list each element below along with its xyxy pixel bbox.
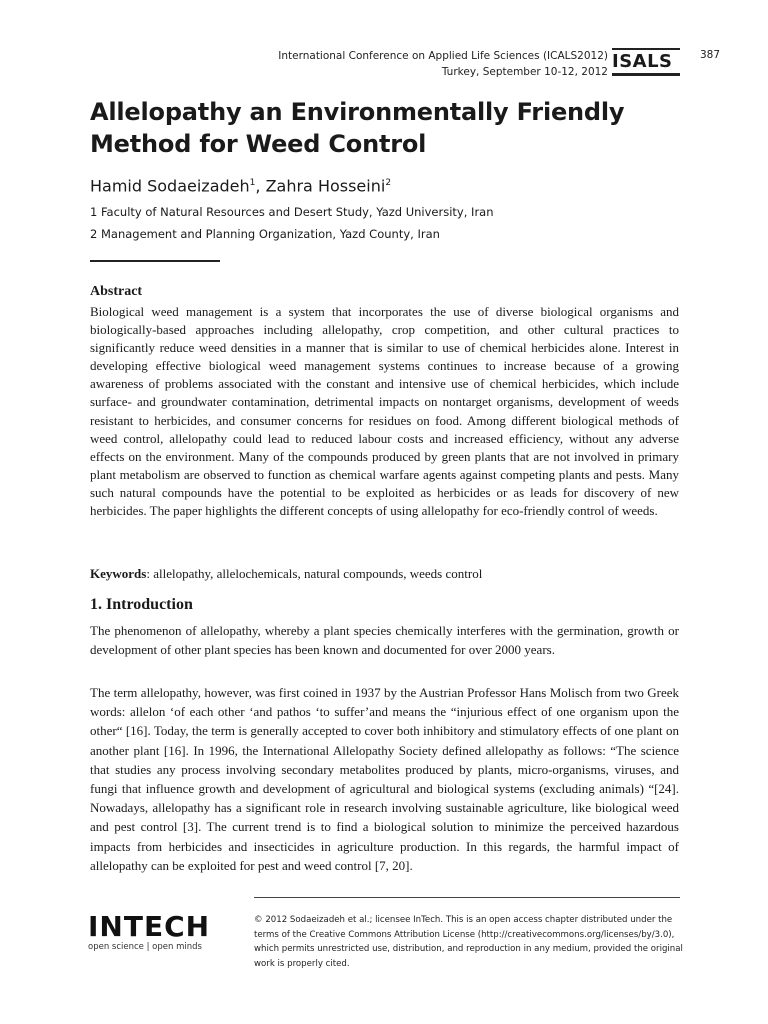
footer-rule xyxy=(254,897,680,898)
abstract-body: Biological weed management is a system that incorporates the use of diverse biological organisms and biologically-based approaches including allelopathy, crop competition, and other cultural practices to significantly reduce weed densities in a manner that is similar to use of chemical herbicides alone. Interest in developing effective biological weed management systems continues to increase because of a growing awareness of problems associated with the constant and intensive use of chemical herbicides, which include surface- and groundwater contamination, detrimental impacts on nontarget organisms, development of weeds resistant to herbicides, and consumer concerns for residues on food. Among different biological methods of weed control, allelopathy could lead to reduced labour costs and increased efficiency, without any adverse effects on the environment. Many of the compounds produced by green plants that are not involved in primary plant metabolism are observed to function as chemical warfare agents against competing plants and pests. Many such natural compounds have the potential to be exploited as herbicides or as leads for discovery of new herbicides. The paper highlights the different concepts of using allelopathy for eco-friendly control of weeds. xyxy=(90,304,679,519)
affiliation-1: 1 Faculty of Natural Resources and Desert Study, Yazd University, Iran xyxy=(90,205,494,219)
logo-top-bar xyxy=(612,48,680,50)
intech-logo-text: INTECH xyxy=(88,910,211,943)
logo-text: ISALS xyxy=(612,51,673,72)
author-2: Zahra Hosseini xyxy=(265,176,386,196)
conference-location-date: Turkey, September 10-12, 2012 xyxy=(441,66,608,78)
page-number: 387 xyxy=(700,49,721,61)
author-separator: , xyxy=(255,176,266,196)
logo-bottom-bar xyxy=(612,73,680,76)
keywords xyxy=(90,565,679,583)
paper-title xyxy=(90,96,650,160)
conference-name: International Conference on Applied Life Sciences (ICALS2012) xyxy=(278,50,608,62)
title-line-2: Method for Weed Control xyxy=(90,130,427,158)
introduction-paragraph-2: The term allelopathy, however, was first coined in 1937 by the Austrian Professor Hans Molisch from two Greek words: allelon ‘of each other ‘and pathos ‘to suffer’and means the “injurious effect of one organism upon the other“ [16]. Today, the term is generally accepted to cover both inhibitory and stimulatory effects of one plant on another plant [16]. In 1996, the International Allelopathy Society defined allelopathy as follows: “The science that studies any process involving secondary metabolites produced by plants, micro-organisms, viruses, and fungi that influence growth and development of agricultural and biological systems (excluding animals) “[24]. Nowadays, allelopathy has a significant role in research involving sustainable agriculture, like biological weed and pest control [3]. The current trend is to find a biological solution to minimize the perceived hazardous impacts from herbicides and insecticides in agriculture production. In this regards, the harmful impact of allelopathy can be exploited for pest and weed control [7, 20]. xyxy=(90,685,679,873)
keywords-text: : allelopathy, allelochemicals, natural compounds, weeds control xyxy=(146,566,483,581)
conference-header xyxy=(278,48,608,80)
author-1-affiliation: 1 xyxy=(249,178,256,188)
intech-logo xyxy=(88,912,210,952)
title-line-1: Allelopathy an Environmentally Friendly xyxy=(90,98,625,126)
affiliation-2: 2 Management and Planning Organization, Yazd County, Iran xyxy=(90,227,440,241)
authors xyxy=(90,172,391,197)
divider-rule xyxy=(90,260,220,262)
isals-logo xyxy=(612,48,680,76)
abstract-heading: Abstract xyxy=(90,284,143,299)
author-1: Hamid Sodaeizadeh xyxy=(90,176,250,196)
introduction-paragraph-1: The phenomenon of allelopathy, whereby a plant species chemically interferes with the germination, growth or development of other plant species has been known and documented for over 2000 years. xyxy=(90,623,679,658)
license-notice: © 2012 Sodaeizadeh et al.; licensee InTech. This is an open access chapter distributed under the terms of the Creative Commons Attribution License (http://creativecommons.org/licenses/by/3.0), which permits unrestricted use, distribution, and reproduction in any medium, provided the original work is properly cited. xyxy=(254,915,683,969)
introduction-heading: 1. Introduction xyxy=(90,596,193,613)
intech-tagline: open science | open minds xyxy=(88,942,202,952)
keywords-label: Keywords xyxy=(90,566,147,581)
author-2-affiliation: 2 xyxy=(385,178,392,188)
